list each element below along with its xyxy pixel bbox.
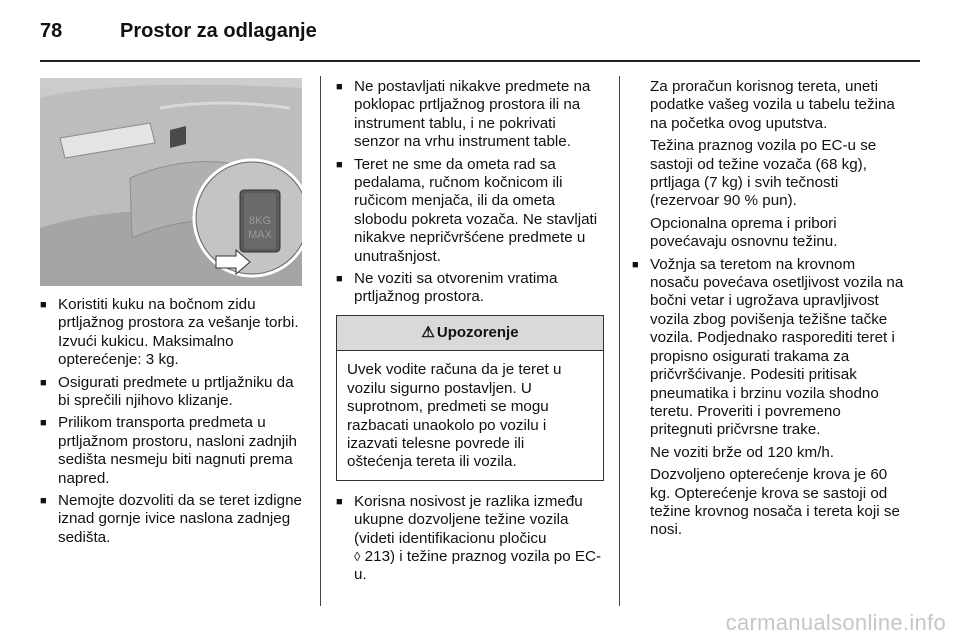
page-number: 78 (40, 20, 63, 42)
paragraph: Dozvoljeno opterećenje krova je 60 kg. Opterećenje krova se sastoji od težine krovnog nosača i tereta koji se nosi. (650, 466, 900, 539)
column-3 (632, 78, 904, 544)
warning-header (337, 316, 603, 351)
magnifier-inset (194, 160, 302, 276)
hook-sign-8kg: 8KG (248, 215, 272, 227)
warning-title: Upozorenje (436, 323, 519, 341)
list-item: ■ Vožnja sa teretom na krovnom nosaču povećava osetljivost vozila na bočni vetar i ugrožava upravljivost vozila zbog povišenja težišne tačke vozila. Podjednako rasporediti teret i propisno osigurati trakama za pričvršćivanje. Podesiti pritisak pneumatika i brzinu vozila shodno teretu. Proveriti i povremeno pritegnuti pričvrsne trake. (632, 256, 904, 440)
column-1 (40, 296, 305, 551)
list-item: ■ Teret ne sme da ometa rad sa pedalama, ručnom kočnicom ili ručicom menjača, ili da ometa slobodu pokreta vozača. Ne stavljati nikakve nepričvršćene predmete u unutrašnjost. (336, 156, 604, 266)
paragraph: Za proračun korisnog tereta, uneti podatke vašeg vozila u tabelu težina na početka ovog uputstva. (650, 78, 895, 132)
paragraph: Ne voziti brže od 120 km/h. (650, 443, 835, 461)
list-item: ■ Nemojte dozvoliti da se teret izdigne iznad gornje ivice naslona zadnjeg sedišta. (40, 492, 305, 547)
payload-text-pre: Korisna nosivost je razlika između ukupne dozvoljene težine vozila (videti identifikacionu pločicu (354, 492, 583, 547)
page-title: Prostor za odlaganje (120, 20, 317, 42)
page-header (40, 14, 920, 54)
column-2 (336, 78, 604, 589)
paragraph: Opcionalna oprema i pribori povećavaju osnovnu težinu. (650, 214, 838, 251)
warning-box (336, 315, 604, 481)
payload-text-post: 213) i težine praznog vozila po EC-u. (354, 547, 602, 584)
column-divider-2 (619, 76, 620, 606)
trunk-hook-illustration (40, 78, 302, 286)
list-item (336, 493, 604, 585)
cross-reference-icon[interactable]: ◊ (354, 548, 361, 564)
list-item: ■ Ne voziti sa otvorenim vratima prtljažnog prostora. (336, 270, 604, 307)
list-item: ■ Osigurati predmete u prtljažniku da bi sprečili njihovo klizanje. (40, 374, 305, 411)
list-item: ■ Koristiti kuku na bočnom zidu prtljažnog prostora za vešanje torbi. Izvući kukicu. Maksimalno opterećenje: 3 kg. (40, 296, 305, 370)
hook-sign-max: MAX (248, 229, 272, 241)
header-rule (40, 60, 920, 62)
list-item: ■ Ne postavljati nikakve predmete na poklopac prtljažnog prostora ili na instrument tablu, i ne pokrivati senzor na vrhu instrument table. (336, 78, 604, 152)
paragraph: Težina praznog vozila po EC-u se sastoji od težine vozača (68 kg), prtljaga (7 kg) i svih tečnosti (rezervoar 90 % pun). (650, 137, 877, 210)
warning-text: Uvek vodite računa da je teret u vozilu sigurno postavljen. U suprotnom, predmeti se mogu razbacati unaokolo po vozilu i izazvati telesne povrede ili oštećenja tereta ili vozila. (347, 361, 562, 471)
list-item: ■ Prilikom transporta predmeta u prtljažnom prostoru, nasloni zadnjih sedišta nesmeju biti nagnuti prema napred. (40, 414, 305, 488)
trunk-hook-drawing (40, 78, 302, 286)
column-divider-1 (320, 76, 321, 606)
watermark: carmanualsonline.info (725, 610, 946, 635)
warning-triangle-icon: ⚠ (421, 323, 435, 341)
